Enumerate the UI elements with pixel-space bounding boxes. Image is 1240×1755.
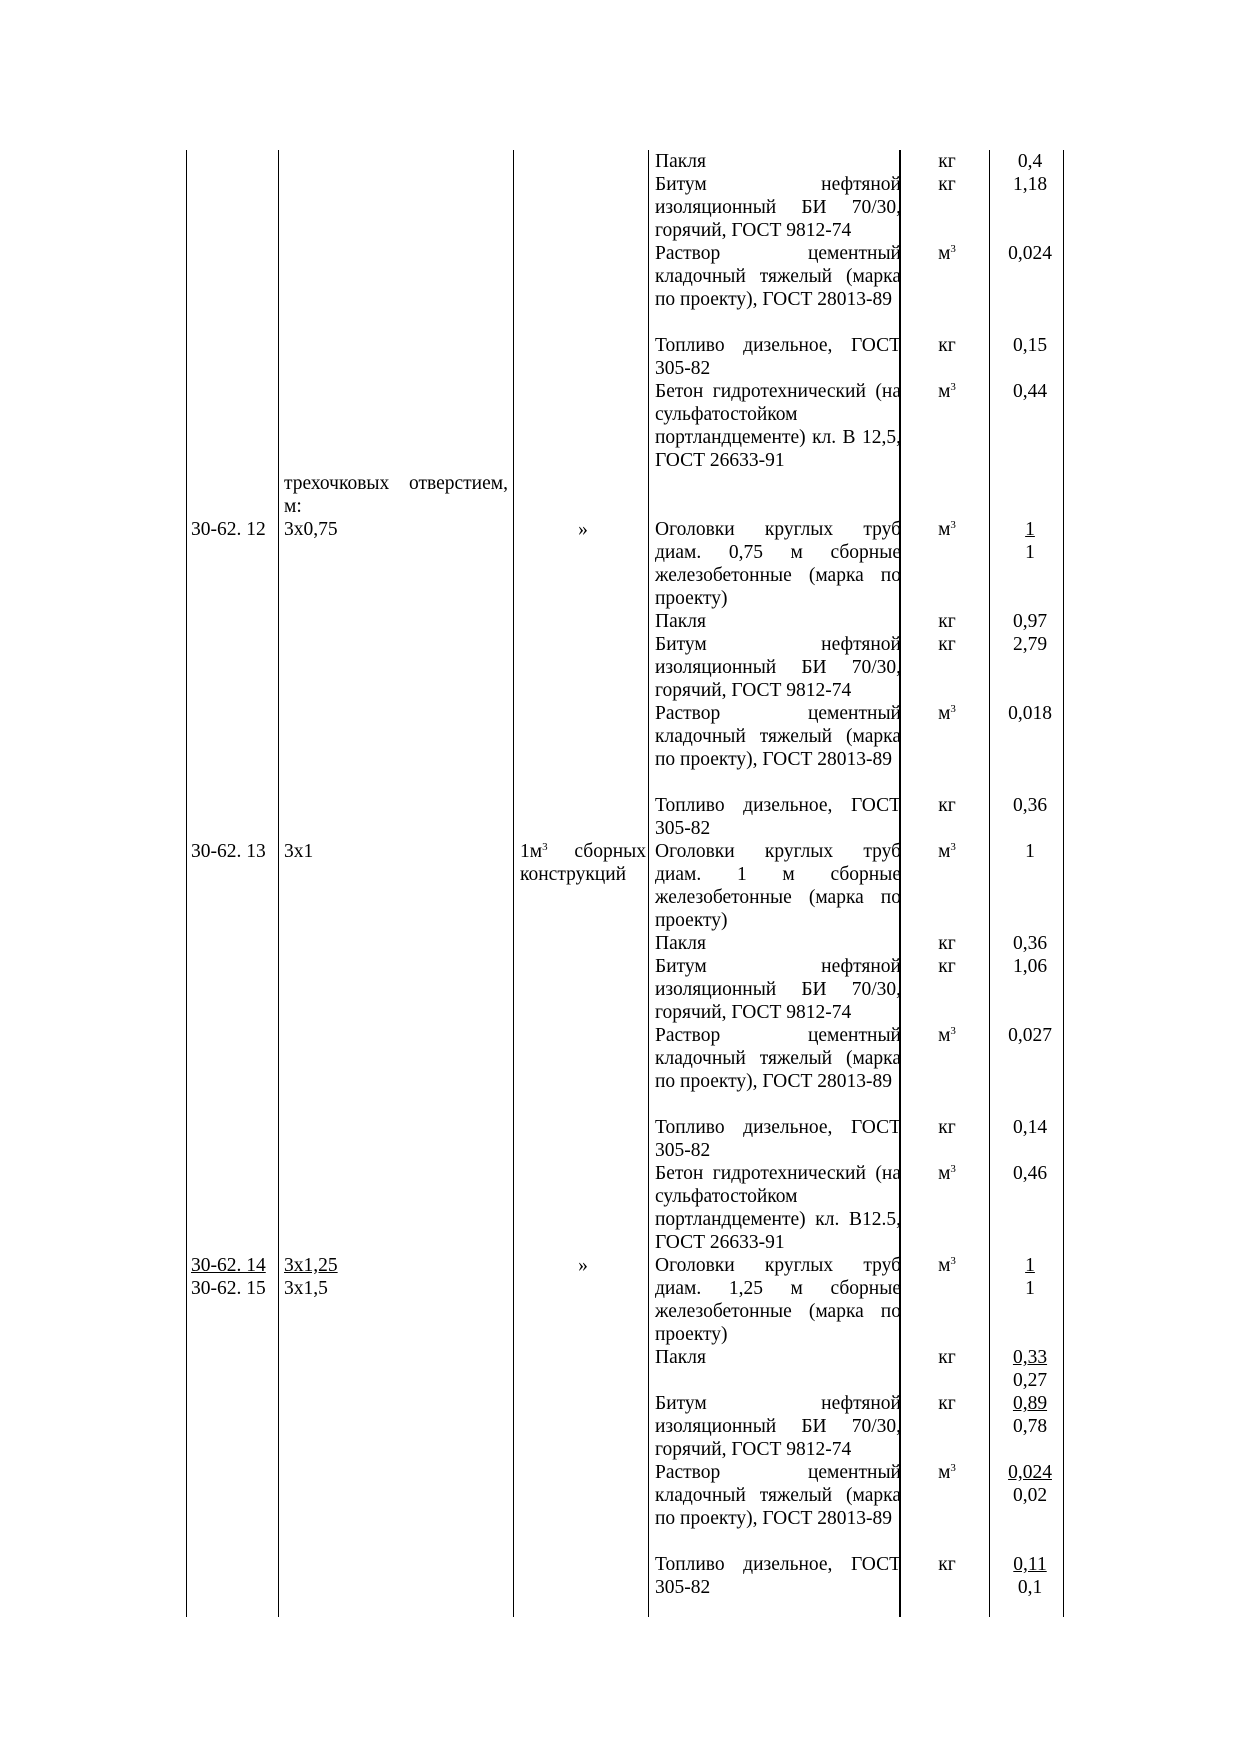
resource-name: Оголовки круглых труб диам. 1,25 м сборные железобетонные (марка по проекту) [655, 1255, 901, 1345]
unit-value: м [938, 1462, 951, 1483]
resource-quantity [994, 150, 1066, 173]
resource-quantity [994, 1461, 1066, 1507]
resource-name: Раствор цементный кладочный тяжелый (марка по проекту), ГОСТ 28013-89 [655, 1462, 901, 1529]
resource-unit [904, 380, 990, 403]
item-code: 30-62. 15 [191, 1278, 266, 1299]
quantity-value: 0,024 [1008, 1462, 1052, 1483]
resource-quantity [994, 794, 1066, 817]
quantity-value-alt: 0,1 [1017, 1577, 1043, 1598]
resource-name: Битум нефтяной изоляционный БИ 70/30, горячий, ГОСТ 9812-74 [655, 174, 901, 241]
resource-name: Битум нефтяной изоляционный БИ 70/30, горячий, ГОСТ 9812-74 [655, 1393, 901, 1460]
unit-value: кг [938, 1117, 956, 1138]
quantity-value: 1 [1025, 841, 1035, 862]
resource-quantity [994, 932, 1066, 955]
unit-exponent: 3 [950, 381, 956, 393]
resource-quantity [994, 1553, 1066, 1599]
resource-unit [904, 702, 990, 725]
section-heading: трехочковых отверстием, м: [284, 473, 508, 517]
unit-value: кг [938, 933, 956, 954]
item-code: 30-62. 13 [191, 841, 266, 862]
unit-value: кг [938, 335, 956, 356]
unit-value: м [938, 703, 951, 724]
resource-name: Топливо дизельное, ГОСТ 305-82 [655, 1554, 901, 1598]
quantity-value: 2,79 [1012, 634, 1048, 655]
resource-unit [904, 334, 990, 357]
resource-unit [904, 1162, 990, 1185]
resource-unit [904, 633, 990, 656]
resource-name: Топливо дизельное, ГОСТ 305-82 [655, 795, 901, 839]
resource-unit [904, 1346, 990, 1369]
quantity-value: 0,36 [1012, 795, 1048, 816]
resource-unit [904, 150, 990, 173]
resource-name: Топливо дизельное, ГОСТ 305-82 [655, 335, 901, 379]
quantity-value-alt: 0,78 [1012, 1416, 1048, 1437]
resource-unit [904, 610, 990, 633]
quantity-value: 1 [1025, 519, 1035, 540]
resource-quantity [994, 173, 1066, 196]
resource-unit [904, 840, 990, 863]
quantity-value: 1 [1025, 1255, 1035, 1276]
unit-value: кг [938, 611, 956, 632]
unit-exponent: 3 [950, 841, 956, 853]
unit-text: сборных [574, 841, 646, 862]
item-name: 3х0,75 [284, 519, 338, 540]
resource-quantity [994, 840, 1066, 863]
resource-name: Пакля [655, 1347, 706, 1368]
quantity-value-alt: 0,27 [1012, 1370, 1048, 1391]
quantity-value-alt: 1 [1025, 542, 1035, 563]
resource-name: Раствор цементный кладочный тяжелый (марка по проекту), ГОСТ 28013-89 [655, 703, 901, 770]
resource-name: Раствор цементный кладочный тяжелый (марка по проекту), ГОСТ 28013-89 [655, 243, 901, 310]
quantity-value: 0,4 [1017, 151, 1043, 172]
unit-exponent: 3 [950, 703, 956, 715]
quantity-value: 0,97 [1012, 611, 1048, 632]
resource-quantity [994, 380, 1066, 403]
resource-name: Раствор цементный кладочный тяжелый (марка по проекту), ГОСТ 28013-89 [655, 1025, 901, 1092]
resource-quantity [994, 518, 1066, 564]
unit-exponent: 3 [950, 1163, 956, 1175]
unit-exponent: 3 [950, 519, 956, 531]
resource-unit [904, 173, 990, 196]
resource-unit [904, 1553, 990, 1576]
resource-name: Оголовки круглых труб диам. 0,75 м сборные железобетонные (марка по проекту) [655, 519, 901, 609]
quantity-value-alt: 1 [1025, 1278, 1035, 1299]
resource-quantity [994, 1162, 1066, 1185]
resource-name: Бетон гидротехнический (на сульфатостойком портландцементе) кл. В 12,5, ГОСТ 26633-91 [655, 381, 901, 471]
resource-unit [904, 1392, 990, 1415]
unit-value: м [938, 1025, 951, 1046]
unit-value: кг [938, 956, 956, 977]
resource-quantity [994, 1392, 1066, 1438]
item-unit: » [578, 1255, 588, 1276]
unit-exponent: 3 [950, 243, 956, 255]
quantity-value: 0,36 [1012, 933, 1048, 954]
quantity-value: 1,06 [1012, 956, 1048, 977]
unit-value: м [938, 841, 951, 862]
unit-exponent: 3 [950, 1025, 956, 1037]
unit-value: кг [938, 1393, 956, 1414]
unit-value: м [938, 1255, 951, 1276]
resource-quantity [994, 1024, 1066, 1047]
resource-unit [904, 1254, 990, 1277]
resource-quantity [994, 242, 1066, 265]
resource-unit [904, 1116, 990, 1139]
resource-quantity [994, 1116, 1066, 1139]
quantity-value: 0,027 [1008, 1025, 1052, 1046]
resource-name: Топливо дизельное, ГОСТ 305-82 [655, 1117, 901, 1161]
resource-quantity [994, 955, 1066, 978]
unit-value: кг [938, 174, 956, 195]
unit-value: м [938, 243, 951, 264]
quantity-value: 0,44 [1012, 381, 1048, 402]
quantity-value: 0,89 [1012, 1393, 1048, 1414]
unit-value: кг [938, 795, 956, 816]
unit-value: кг [938, 634, 956, 655]
unit-value: м [938, 519, 951, 540]
unit-exponent: 3 [950, 1255, 956, 1267]
resource-quantity [994, 610, 1066, 633]
resource-quantity [994, 334, 1066, 357]
quantity-value: 0,46 [1012, 1163, 1048, 1184]
resource-unit [904, 932, 990, 955]
unit-exponent: 3 [542, 841, 548, 853]
quantity-value: 0,14 [1012, 1117, 1048, 1138]
quantity-value: 0,024 [1008, 243, 1052, 264]
resource-quantity [994, 702, 1066, 725]
table-column-divider [513, 150, 514, 1617]
resource-name: Битум нефтяной изоляционный БИ 70/30, горячий, ГОСТ 9812-74 [655, 956, 901, 1023]
resource-name: Пакля [655, 933, 706, 954]
unit-value: кг [938, 151, 956, 172]
resource-name: Оголовки круглых труб диам. 1 м сборные железобетонные (марка по проекту) [655, 841, 901, 931]
unit-value: 1м [520, 841, 543, 862]
resource-quantity [994, 1254, 1066, 1300]
quantity-value-alt: 0,02 [1012, 1485, 1048, 1506]
resource-name: Пакля [655, 611, 706, 632]
item-name: 3х1,5 [284, 1278, 328, 1299]
resource-unit [904, 794, 990, 817]
unit-text-2: конструкций [520, 864, 627, 885]
unit-value: кг [938, 1347, 956, 1368]
resource-quantity [994, 633, 1066, 656]
item-name: 3х1,25 [284, 1255, 338, 1276]
resource-name: Пакля [655, 151, 706, 172]
unit-value: кг [938, 1554, 956, 1575]
resource-quantity [994, 1346, 1066, 1392]
item-name: 3х1 [284, 841, 314, 862]
resource-unit [904, 955, 990, 978]
quantity-value: 1,18 [1012, 174, 1048, 195]
unit-value: м [938, 1163, 951, 1184]
quantity-value: 0,33 [1012, 1347, 1048, 1368]
table-column-divider [648, 150, 649, 1617]
resource-unit [904, 242, 990, 265]
quantity-value: 0,018 [1008, 703, 1052, 724]
quantity-value: 0,11 [1013, 1554, 1047, 1575]
item-unit: » [578, 519, 588, 540]
unit-value: м [938, 381, 951, 402]
item-code: 30-62. 12 [191, 519, 266, 540]
item-code: 30-62. 14 [191, 1255, 266, 1276]
resource-name: Бетон гидротехнический (на сульфатостойком портландцементе) кл. В12.5, ГОСТ 26633-91 [655, 1163, 901, 1253]
resource-unit [904, 1024, 990, 1047]
unit-exponent: 3 [950, 1462, 956, 1474]
resource-unit [904, 518, 990, 541]
table-column-divider [278, 150, 279, 1617]
item-unit [520, 840, 646, 886]
quantity-value: 0,15 [1012, 335, 1048, 356]
table-border-left [186, 150, 187, 1617]
resource-name: Битум нефтяной изоляционный БИ 70/30, горячий, ГОСТ 9812-74 [655, 634, 901, 701]
resource-unit [904, 1461, 990, 1484]
